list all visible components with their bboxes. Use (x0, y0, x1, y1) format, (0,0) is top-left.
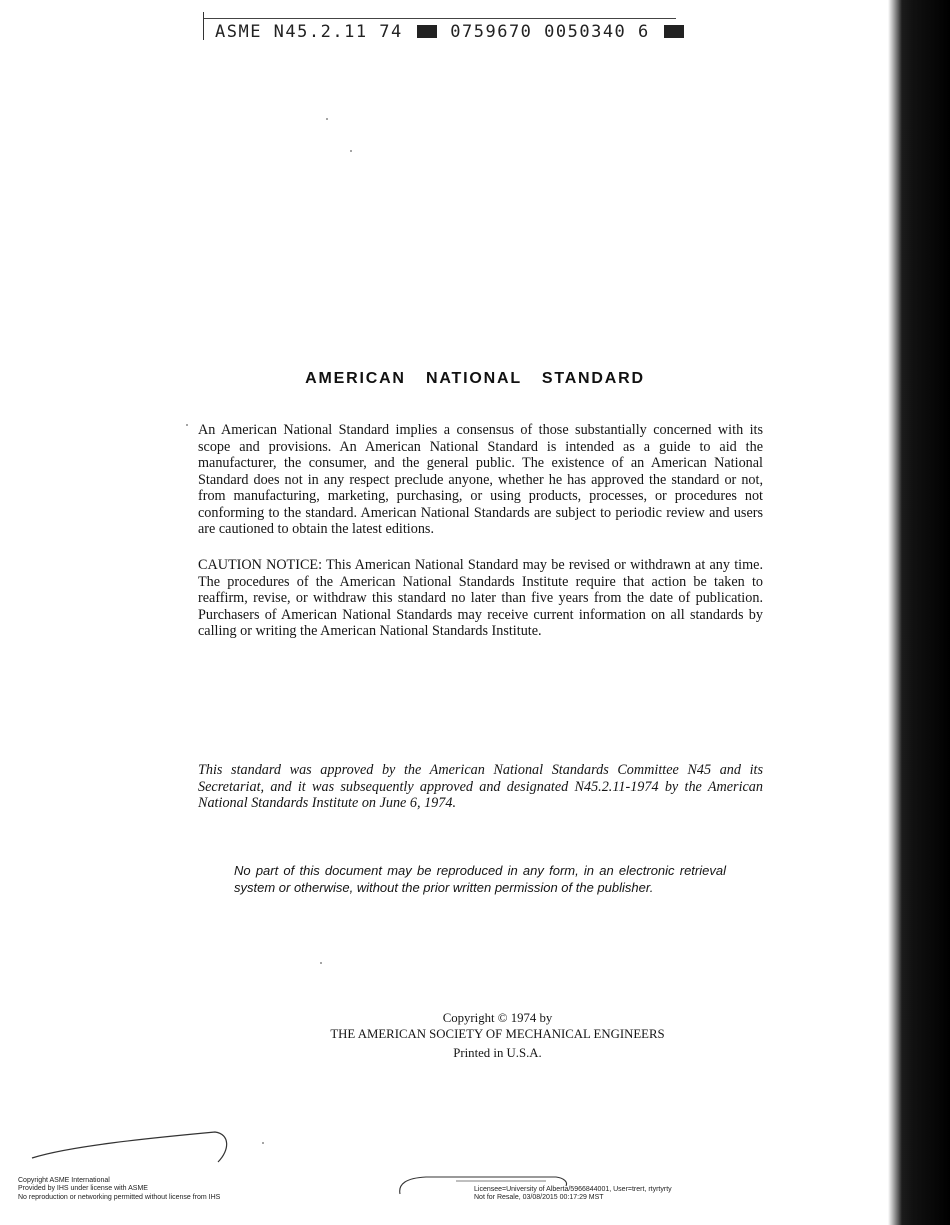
page-title: AMERICAN NATIONAL STANDARD (305, 370, 645, 387)
footer-line: No reproduction or networking permitted without license from IHS (18, 1193, 221, 1201)
scan-speck (350, 150, 352, 152)
redaction-block-icon (417, 25, 437, 38)
footer-line: Copyright ASME International (18, 1177, 110, 1184)
footer-line: Provided by IHS under license with ASME (18, 1185, 148, 1193)
approval-statement: This standard was approved by the American National Standards Committee N45 and its Secretariat, and it was subsequently approved and designated N45.2.11-1974 by the American National Standards Institute on June 6, 1974. (198, 762, 763, 811)
footer-license-left (18, 1177, 220, 1202)
publisher-name: THE AMERICAN SOCIETY OF MECHANICAL ENGINEERS (330, 1027, 665, 1041)
document-code-right: 0759670 0050340 6 (450, 22, 650, 42)
document-code-left: ASME N45.2.11 74 (215, 22, 403, 42)
scan-speck (186, 424, 188, 426)
scan-speck (262, 1142, 264, 1144)
printed-in: Printed in U.S.A. (453, 1046, 542, 1060)
caution-notice: CAUTION NOTICE: This American National Standard may be revised or withdrawn at any time. The procedures of the American National Standards Institute require that action be taken to reaffirm, revise, or withdraw this standard no later than five years from the date of publication. Purchasers of American National Standards may receive current information on all standards by calling or writing the American National Standards Institute. (198, 557, 763, 639)
redaction-block-icon (664, 25, 684, 38)
copyright-line: Copyright © 1974 by (442, 1011, 553, 1025)
scan-speck (326, 118, 328, 120)
intro-paragraph: An American National Standard implies a consensus of those substantially concerned with its scope and provisions. An American National Standard is intended as a guide to aid the manufacturer, the consumer, and the general public. The existence of an American National Standard does not in any respect preclude anyone, whether he has approved the standard or not, from manufacturing, marketing, purchasing, or using products, processes, or procedures not conforming to the standard. American National Standards are subject to periodic review and users are cautioned to obtain the latest editions. (198, 422, 763, 537)
footer-line: Licensee=University of Alberta/5966844001, User=trert, rtyrtyrty (474, 1186, 672, 1193)
header-rule (204, 18, 676, 19)
document-code (215, 22, 686, 42)
copyright-block (300, 1010, 695, 1061)
header-tick-mark (203, 12, 204, 40)
scan-edge-shadow (888, 0, 950, 1225)
reproduction-notice: No part of this document may be reproduced in any form, in an electronic retrieval system or otherwise, without the prior written permission of the publisher. (234, 863, 726, 895)
pen-stroke-left (30, 1128, 230, 1168)
footer-license-right (474, 1186, 672, 1203)
scan-speck (320, 962, 322, 964)
footer-line: Not for Resale, 03/08/2015 00:17:29 MST (474, 1194, 604, 1202)
